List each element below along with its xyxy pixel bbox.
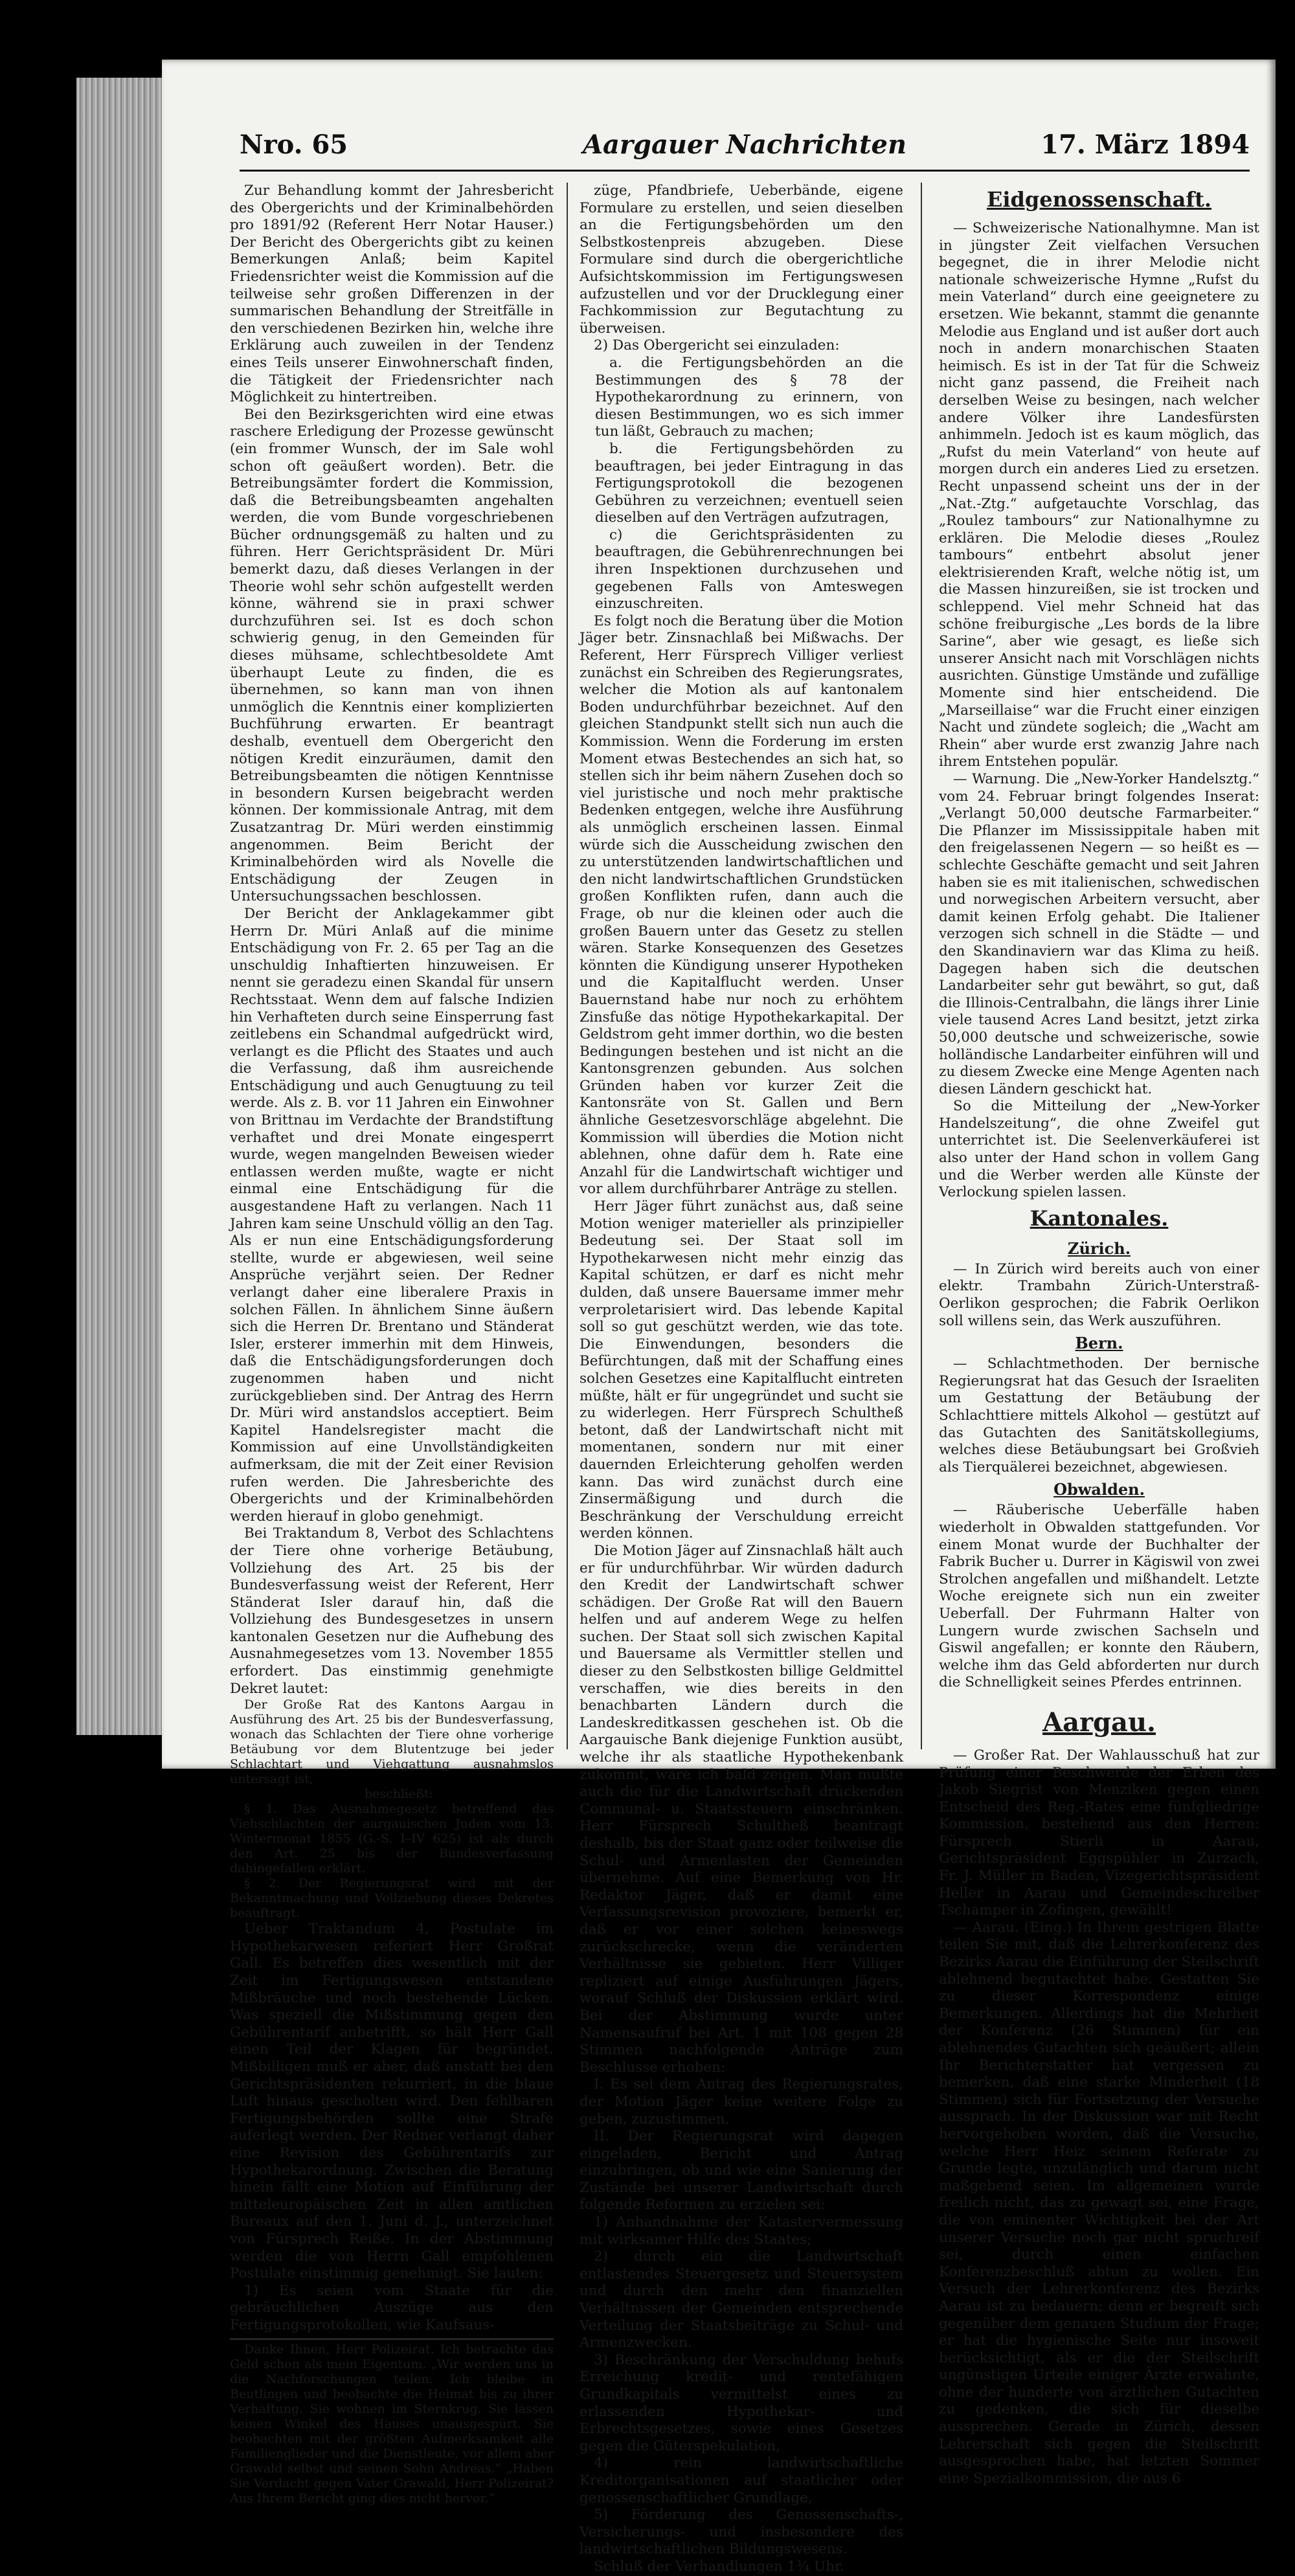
masthead <box>240 124 1250 172</box>
section-heading-eidgenossenschaft: Eidgenossenschaft. <box>986 187 1212 212</box>
article-paragraph: — Warnung. Die „New-Yorker Handelsztg.“ vom 24. Februar bringt folgendes Inserat: „Verlangt 50,000 deutsche Farmarbeiter.“ Die Pflanzer im Mississippitale haben mit den freigelassenen Negern — so heißt es — schlechte Geschäfte gemacht und seit Jahren haben sie es mit italienischen, schwedischen und norwegischen Arbeitern versucht, aber damit keinen Erfolg gehabt. Die Italiener verzogen sich schnell in die Städte — und den Skandinaviern war das Klima zu heiß. Dagegen haben sich die deutschen Landarbeiter sehr gut bewährt, so gut, daß die Illinois-Centralbahn, die längs ihrer Linie viele tausend Acres Land besitzt, jetzt zirka 50,000 deutsche und schweizerische, sowie holländische Landarbeiter einführen will und zu diesem Zwecke eine Menge Agenten nach diesen Ländern geschickt hat. <box>939 771 1259 1097</box>
article-paragraph: 2) Das Obergericht sei einzuladen: <box>594 337 840 354</box>
article-paragraph: Herr Jäger führt zunächst aus, daß seine Motion weniger materieller als prinzipieller Bedeutung sei. Der Staat soll im Hypothekarwesen nicht mehr einzig das Kapital schützen, er darf es nicht mehr dulden, daß unsere Bauersame immer mehr verproletarisiert wird. Das lebende Kapital soll so gut geschützt werden, wie das tote. Die Einwendungen, besonders die Befürchtungen, daß mit der Schaffung eines solchen Gesetzes eine Kapitalflucht eintreten müßte, hält er für ungegründet und sucht sie zu widerlegen. Herr Fürsprech Schultheß betont, daß der Landwirtschaft nicht mit momentanen, sondern nur mit einer dauernden Erleichterung geholfen werden kann. Das wird zunächst durch eine Zinsermäßigung und durch die Beschränkung der Verschuldung erreicht werden können. <box>580 1198 903 1542</box>
decree-section: § 2. Der Regierungsrat wird mit der Bekanntmachung und Vollziehung dieses Dekretes beauftragt. <box>230 1876 554 1921</box>
column-middle <box>580 183 903 2575</box>
feuilleton-text: Danke Ihnen, Herr Polizeirat. Ich betrachte das Geld schon als mein Eigentum. „Wir werden uns in die Nachforschungen teilen. Ich bleibe in Beutlingen und beobachte die Heimat bis zu ihrer Verhaftung. Sie wohnen im Sternkrug. Sie lassen keinen Winkel des Hauses unausgespürt. Sie beobachten mit der größten Aufmerksamkeit alle Familienglieder und die Dienstleute, vor allem aber Grawald selbst und seinen Sohn Andreas.“ „Haben Sie Verdacht gegen Vater Grawald, Herr Polizeirat? Aus Ihrem Bericht ging dies nicht hervor.“ <box>230 2342 554 2505</box>
list-item: 2) durch ein die Landwirtschaft entlastendes Steuergesetz und Steuersystem und durch den mehr den finanziellen Verhältnissen der Gemeinden entsprechende Verteilung der Staatsbeiträge zu Schul- und Armenzwecken. <box>580 2248 903 2351</box>
list-item: a. die Fertigungsbehörden an die Bestimmungen des § 78 der Hypothekarordnung zu erinnern, von diesen Bestimmungen, wo es sich immer tun läßt, Gebrauch zu machen; <box>595 354 903 440</box>
issue-date: 17. März 1894 <box>1041 129 1250 160</box>
section-heading-kantonales: Kantonales. <box>1030 1205 1169 1231</box>
issue-number: Nro. 65 <box>240 129 348 160</box>
article-paragraph: Ueber Traktandum 4, Postulate im Hypothekarwesen referiert Herr Großrat Gall. Es betreffen dies wesentlich mit der Zeit im Fertigungswesen entstandene Mißbräuche und noch bestehende Lücken. Was speziell die Mißstimmung gegen den Gebührentarif anbetrifft, so hält Herr Gall einen Teil der Klagen für begründet. Mißbilligen muß er aber, daß anstatt bei den Gerichtspräsidenten rekurriert, in die blaue Luft hinaus gescholten wird. Den fehlbaren Fertigungsbehörden sollte eine Strafe auferlegt werden. Der Redner verlangt daher eine Revision des Gebührentarifs zur Hypothekarordnung. Zwischen die Beratung hinein fällt eine Motion auf Einführung der mitteleuropäischen Zeit in allen amtlichen Bureaux auf den 1. Juni d. J., unterzeichnet von Fürsprech Reiße. In der Abstimmung werden die von Herrn Gall empfohlenen Postulate einstimmig genehmigt. Sie lauten: <box>230 1921 554 2282</box>
article-paragraph: Der Bericht der Anklagekammer gibt Herrn Dr. Müri Anlaß auf die minime Entschädigung von Fr. 2. 65 per Tag an die unschuldig Inhaftierten hinzuweisen. Er nennt sie geradezu einen Skandal für unsern Rechtsstaat. Wenn dem auf falsche Indizien hin Verhafteten durch seine Einsperrung fast zeitlebens ein Schandmal aufgedrückt wird, verlangt es die Pflicht des Staates und auch die Verfassung, daß ihm ausreichende Entschädigung und auch Genugtuung zu teil werde. Als z. B. vor 11 Jahren ein Einwohner von Brittnau im Verdachte der Brandstiftung verhaftet und drei Monate eingesperrt wurde, wegen mangelnden Beweisen wieder entlassen werden mußte, wagte er nicht einmal eine Entschädigung für die ausgestandene Haft zu verlangen. Nach 11 Jahren kam seine Unschuld völlig an den Tag. Als er nun eine Entschädigungsforderung stellte, wurde er abgewiesen, weil seine Ansprüche verjährt seien. Der Redner verlangt daher eine liberalere Praxis in solchen Fällen. In ähnlichem Sinne äußern sich die Herren Dr. Brentano und Ständerat Isler, ersterer immerhin mit dem Hinweis, daß die Entschädigungsforderungen doch zugenommen haben und nicht zurückgeblieben sind. Der Antrag des Herrn Dr. Müri wird anstandslos acceptiert. Beim Kapitel Handelsregister macht die Kommission auf eine Unvollständigkeiten aufmerksam, die mit der Zeit einer Revision rufen werden. Die Jahresberichte des Obergerichts und der Kriminalbehörden werden hierauf in globo genehmigt. <box>230 905 554 1525</box>
section-heading-aargau: Aargau. <box>1042 1707 1156 1738</box>
article-paragraph: 1) Es seien vom Staate für die gebräuchlichen Auszüge aus den Fertigungsprotokollen, wie Kaufsaus- <box>230 2282 554 2333</box>
column-rule <box>567 183 568 1749</box>
subheading-bern: Bern. <box>1075 1334 1123 1353</box>
subheading-obwalden: Obwalden. <box>1053 1480 1145 1499</box>
list-item: 1) Anhandnahme der Katastervermessung mit wirksamer Hilfe des Staates; <box>580 2214 903 2248</box>
article-paragraph: Die Motion Jäger auf Zinsnachlaß hält auch er für undurchführbar. Wir würden dadurch den Kredit der Landwirtschaft schwer schädigen. Der Große Rat will den Bauern helfen und auf anderem Wege zu helfen suchen. Der Staat soll sich zwischen Kapital und Bauersame als Vermittler stellen und dieser zu den Selbstkosten billige Geldmittel verschaffen, wie dies bereits in den benachbarten Ländern durch die Landeskreditkassen geschehen ist. Ob die Aargauische Bank diejenige Funktion ausübt, welche ihr als staatliche Hypothekenbank zukommt, wäre ich bald zeigen. Man müßte auch die für die Landwirtschaft drückenden Communal- u. Staatssteuern einschränken. Herr Fürsprech Schultheß beantragt deshalb, bis der Staat ganz oder teilweise die Schul- und Armenlasten der Gemeinden übernehme. Auf eine Bemerkung von Hr. Redaktor Jäger, daß er damit eine Verfassungsrevision provoziere, bemerkt er, daß er vor einer solchen keineswegs zurückschrecke, wenn die veränderten Verhältnisse sie gebieten. Herr Villiger repliziert auf einige Ausführungen Jägers, worauf Schluß der Diskussion erklärt wird. Bei der Abstimmung wurde unter Namensaufruf bei Art. 1 mit 108 gegen 28 Stimmen nachfolgende Anträge zum Beschlusse erhoben: <box>580 1542 903 2076</box>
article-paragraph: Zur Behandlung kommt der Jahresbericht des Obergerichts und der Kriminalbehörden pro 1891/92 (Referent Herr Notar Hauser.) Der Bericht des Obergerichts gibt zu keinen Bemerkungen Anlaß; beim Kapitel Friedensrichter weist die Kommission auf die teilweise sehr großen Differenzen in der summarischen Behandlung der Streitfälle in den verschiedenen Bezirken hin, welche ihre Erklärung auch zuweilen in der Tendenz eines Teils unserer Einwohnerschaft finden, die Tätigkeit der Friedensrichter nach Möglichkeit zu hintertreiben. <box>230 183 554 406</box>
article-paragraph: — Räuberische Ueberfälle haben wiederholt in Obwalden stattgefunden. Vor einem Monat wurde der Buchhalter der Fabrik Bucher u. Durrer in Kägiswil von zwei Strolchen angefallen und mißhandelt. Letzte Woche ereignete sich nun ein zweiter Ueberfall. Der Fuhrmann Halter von Lungern wurde zwischen Sachseln und Giswil angefallen; er konnte den Räubern, welche ihm das Geld abforderten nur durch die Schnelligkeit seines Pferdes entrinnen. <box>939 1502 1259 1691</box>
list-item: c) die Gerichtspräsidenten zu beauftragen, die Gebührenrechnungen bei ihren Inspektionen durchzusehen und gegebenen Falls von Amteswegen einzuschreiten. <box>595 526 903 612</box>
decree-resolves: beschließt: <box>364 1787 434 1802</box>
article-paragraph: Bei den Bezirksgerichten wird eine etwas raschere Erledigung der Prozesse gewünscht (ein frommer Wunsch, der im Sale wohl schon oft geäußert worden). Betr. die Betreibungsämter fordert die Kommission, daß die Betreibungsbeamten angehalten werden, die vom Bunde vorgeschriebenen Bücher ordnungsgemäß zu halten und zu führen. Herr Gerichtspräsident Dr. Müri bemerkt dazu, daß dieses Verlangen in der Theorie wohl sehr schön aufgestellt werden könne, während sie in praxi schwer durchzuführen sei. Ist es doch schon schwierig genug, in den Gemeinden für dieses mühsame, schlechtbesoldete Amt überhaupt Leute zu finden, die es übernehmen, so kann man von ihnen unmöglich die Kenntnis einer komplizierten Buchführung erwarten. Er beantragt deshalb, eventuell dem Obergericht den nötigen Kredit einzuräumen, damit den Betreibungsbeamten die nötigen Kenntnisse in besondern Kursen beigebracht werden können. Der kommissionale Antrag, mit dem Zusatzantrag Dr. Müri werden einstimmig angenommen. Beim Bericht der Kriminalbehörden wird als Novelle die Entschädigung der Zeugen in Untersuchungssachen beschlossen. <box>230 406 554 905</box>
newspaper-page <box>162 60 1276 2575</box>
feuilleton-divider <box>230 2338 554 2340</box>
article-paragraph: Schluß der Verhandlungen 1¾ Uhr. <box>594 2558 844 2575</box>
article-paragraph: — Großer Rat. Der Wahlausschuß hat zur Prüfung einer Beschwerde der Erben des Jakob Siegrist von Menziken gegen einen Entscheid des Reg.-Rates eine fünfgliedrige Kommission, bestehend aus den Herren: Fürsprech Stierli in Aarau, Gerichtspräsident Eggspühler in Zurzach, Fr. J. Müller in Baden, Vizegerichtspräsident Heller in Aarau und Gemeindeschreiber Tschamper in Zofingen, gewählt! <box>939 1747 1259 1919</box>
article-paragraph: — In Zürich wird bereits auch von einer elektr. Trambahn Zürich-Unterstraß-Oerlikon gesprochen; die Fabrik Oerlikon soll willens sein, das Werk auszuführen. <box>939 1260 1259 1329</box>
list-item: 4) rein landwirtschaftliche Kreditorganisationen auf staatlicher oder genossenschaftlicher Grundlage, <box>580 2455 903 2506</box>
article-paragraph: Es folgt noch die Beratung über die Motion Jäger betr. Zinsnachlaß bei Mißwachs. Der Referent, Herr Fürsprech Villiger verliest zunächst ein Schreiben des Regierungsrates, welcher die Motion als auf kantonalem Boden undurchführbar bezeichnet. Auf den gleichen Standpunkt stellt sich nun auch die Kommission. Wenn die Forderung im ersten Moment etwas Bestechendes an sich hat, so stellen sich ihr beim nähern Zusehen doch so viel juristische und noch mehr praktische Bedenken entgegen, welche ihre Ausführung als unmöglich erscheinen lassen. Einmal würde sich die Ausscheidung zwischen den zu unterstützenden landwirtschaftlichen und den nicht landwirtschaftlichen Grundstücken großen Konflikten rufen, dann auch die Frage, ob nur die kleinen oder auch die großen Bauern unter das Gesetz zu stellen wären. Starke Konsequenzen des Gesetzes könnten die Kündigung unserer Hypotheken und die Kapitalflucht werden. Unser Bauernstand habe nur noch zu erhöhtem Zinsfuße das nötige Hypothekarkapital. Der Geldstrom geht immer dorthin, wo die besten Bedingungen bestehen und ist nicht an die Kantonsgrenzen gebunden. Aus solchen Gründen haben vor kurzer Zeit die Kantonsräte von St. Gallen und Bern ähnliche Gesetzesvorschläge abgelehnt. Die Kommission will überdies die Motion nicht ablehnen, ohne dafür dem h. Rate eine Anzahl für die Landwirtschaft wichtiger und vor allem durchführbarer Anträge zu stellen. <box>580 612 903 1198</box>
list-item: 3) Beschränkung der Verschuldung behufs Erreichung kredit- und rentefähigen Grundkapitals vermittelst eines zu erlassenden Hypothekar- und Erbrechtsgesetzes, sowie eines Gesetzes gegen die Güterspekulation, <box>580 2351 903 2454</box>
decree-preamble: Der Große Rat des Kantons Aargau in Ausführung des Art. 25 bis der Bundesverfassung, wonach das Schlachten der Tiere ohne vorherige Betäubung vor dem Blutentzuge bei jeder Schlachtart und Viehgattung ausnahmslos untersagt ist, <box>230 1697 554 1787</box>
article-paragraph: Bei Traktandum 8, Verbot des Schlachtens der Tiere ohne vorherige Betäubung, Vollziehung des Art. 25 bis der Bundesverfassung weist der Referent, Herr Ständerat Isler darauf hin, daß die Vollziehung des Bundesgesetzes in unsern kantonalen Gesetzen nur die Aufhebung des Ausnahmegesetzes vom 13. November 1855 erfordert. Das einstimmig genehmigte Dekret lautet: <box>230 1525 554 1697</box>
column-rule <box>921 183 922 1749</box>
decree-section: § 1. Das Ausnahmegesetz betreffend das Viehschlachten der aargauischen Juden vom 13. Wintermonat 1855 (G.-S. I–IV 625) ist als durch den Art. 25 bis der Bundesverfassung dahingefallen erklärt. <box>230 1802 554 1876</box>
article-paragraph: — Schlachtmethoden. Der bernische Regierungsrat hat das Gesuch der Israeliten um Gestattung der Betäubung der Schlachttiere mittels Alkohol — gestützt auf das Gutachten des Sanitätskollegiums, welches diese Betäubungsart bei Großvieh als Tierquälerei bezeichnet, abgewiesen. <box>939 1356 1259 1475</box>
article-paragraph: II. Der Regierungsrat wird dagegen eingeladen, Bericht und Antrag einzubringen, ob und wie eine Sanierung der Zustände bei unserer Landwirtschaft durch folgende Reformen zu erzielen sei: <box>580 2128 903 2213</box>
article-paragraph: züge, Pfandbriefe, Ueberbände, eigene Formulare zu erstellen, und seien dieselben an die Fertigungsbehörden um den Selbstkostenpreis abzugeben. Diese Formulare sind durch die obergerichtliche Aufsichtskommission im Fertigungswesen aufzustellen und vor der Drucklegung einer Fachkommission zur Begutachtung zu überweisen. <box>580 183 903 337</box>
article-paragraph: So die Mitteilung der „New-Yorker Handelszeitung“, die ohne Zweifel gut unterrichtet ist. Die Seelenverkäuferei ist also unter der Hand schon in vollem Gang und die Werber werden alle Künste der Verlockung spielen lassen. <box>939 1098 1259 1201</box>
list-item: b. die Fertigungsbehörden zu beauftragen, bei jeder Eintragung in das Fertigungsprotokoll die bezogenen Gebühren zu verzeichnen; eventuell seien dieselben auf den Verträgen aufzutragen, <box>595 440 903 526</box>
newspaper-title: Aargauer Nachrichten <box>582 129 907 160</box>
page-stack-edge <box>76 78 167 1735</box>
article-paragraph: — Aarau. (Eing.) In Ihrem gestrigen Blatte teilen Sie mit, daß die Lehrerkonferenz des Bezirks Aarau die Einführung der Steilschrift ablehnend begutachtet habe. Gestatten Sie zu dieser Korrespondenz einige Bemerkungen. Allerdings hat die Mehrheit der Konferenz (26 Stimmen) für ein ablehnendes Gutachten sich geäußert; allein Ihr Berichterstatter hat vergessen zu bemerken, daß eine starke Minderheit (18 Stimmen) sich für Fortsetzung der Versuche aussprach. In der Diskussion war mit Recht hervorgehoben worden, daß die Versuche, welche Herr Heiz seinem Referate zu Grunde legte, unzulänglich und darum nicht maßgebend seien. Im allgemeinen wurde freilich nicht, das zu gewagt sei, eine Frage, die von eminenter Wichtigkeit bei der Art unserer Versuche noch gar nicht spruchreif sei, durch einen einfachen Konferenzbeschluß abtun zu wollen. Ein Versuch der Lehrerkonferenz des Bezirks Aarau ist zu bedauern; denn er begreift sich gegenüber dem genauen Studium der Frage; er hat die hygienische Seite nur insoweit berücksichtigt, als er die der Steilschrift ungünstigen Urteile einiger Ärzte erwähnte, ohne der hunderte von ärztlichen Gutachten zu gedenken, die sich für dieselbe aussprechen. Gerade in Zürich, dessen Lehrerschaft sich gegen die Steilschrift ausgesprochen habe, hat letzten Sommer eine Spezialkommission, die aus 6 <box>939 1919 1259 2487</box>
list-item: 5) Förderung des Genossenschafts-, Versicherungs- und insbesondere des landwirtschaftlichen Bildungswesens. <box>580 2507 903 2558</box>
column-left <box>230 183 554 2505</box>
article-paragraph: I. Es sei dem Antrag des Regierungsrates, der Motion Jäger keine weitere Folge zu geben, zuzustimmen. <box>580 2076 903 2127</box>
column-right <box>939 183 1259 2487</box>
subheading-zuerich: Zürich. <box>1067 1238 1131 1258</box>
article-paragraph: — Schweizerische Nationalhymne. Man ist in jüngster Zeit vielfachen Versuchen begegnet, die in ihrer Melodie nicht nationale schweizerische Hymne „Rufst du mein Vaterland“ durch eine geeignetere zu ersetzen. Wie bekannt, stammt die genannte Melodie aus England und ist außer dort auch noch in andern monarchischen Staaten heimisch. Es ist in der Tat für die Schweiz nicht ganz passend, die Freiheit nach derselben Weise zu besingen, nach welcher andere Völker ihre Landesfürsten anhimmeln. Jedoch ist es kaum möglich, das „Rufst du mein Vaterland“ von heute auf morgen durch ein anderes Lied zu ersetzen. Recht unpassend scheint uns der in der „Nat.-Ztg.“ aufgetauchte Vorschlag, das „Roulez tambours“ zur Nationalhymne zu erklären. Die Melodie dieses „Roulez tambours“ entbehrt absolut jener elektrisierenden Kraft, welche nötig ist, um die Massen hinzureißen, sie ist trocken und schleppend. Viel mehr Schneid hat das schöne freiburgische „Les bords de la libre Sarine“, aber wie gesagt, es ließe sich unserer Ansicht nach mit Vorschlägen nichts ausrichten. Günstige Umstände und zufällige Momente sind hier entscheidend. Die „Marseillaise“ war die Frucht einer einzigen Nacht und zündete sogleich; die „Wacht am Rhein“ aber wurde erst zwanzig Jahre nach ihrem Entstehen populär. <box>939 220 1259 770</box>
